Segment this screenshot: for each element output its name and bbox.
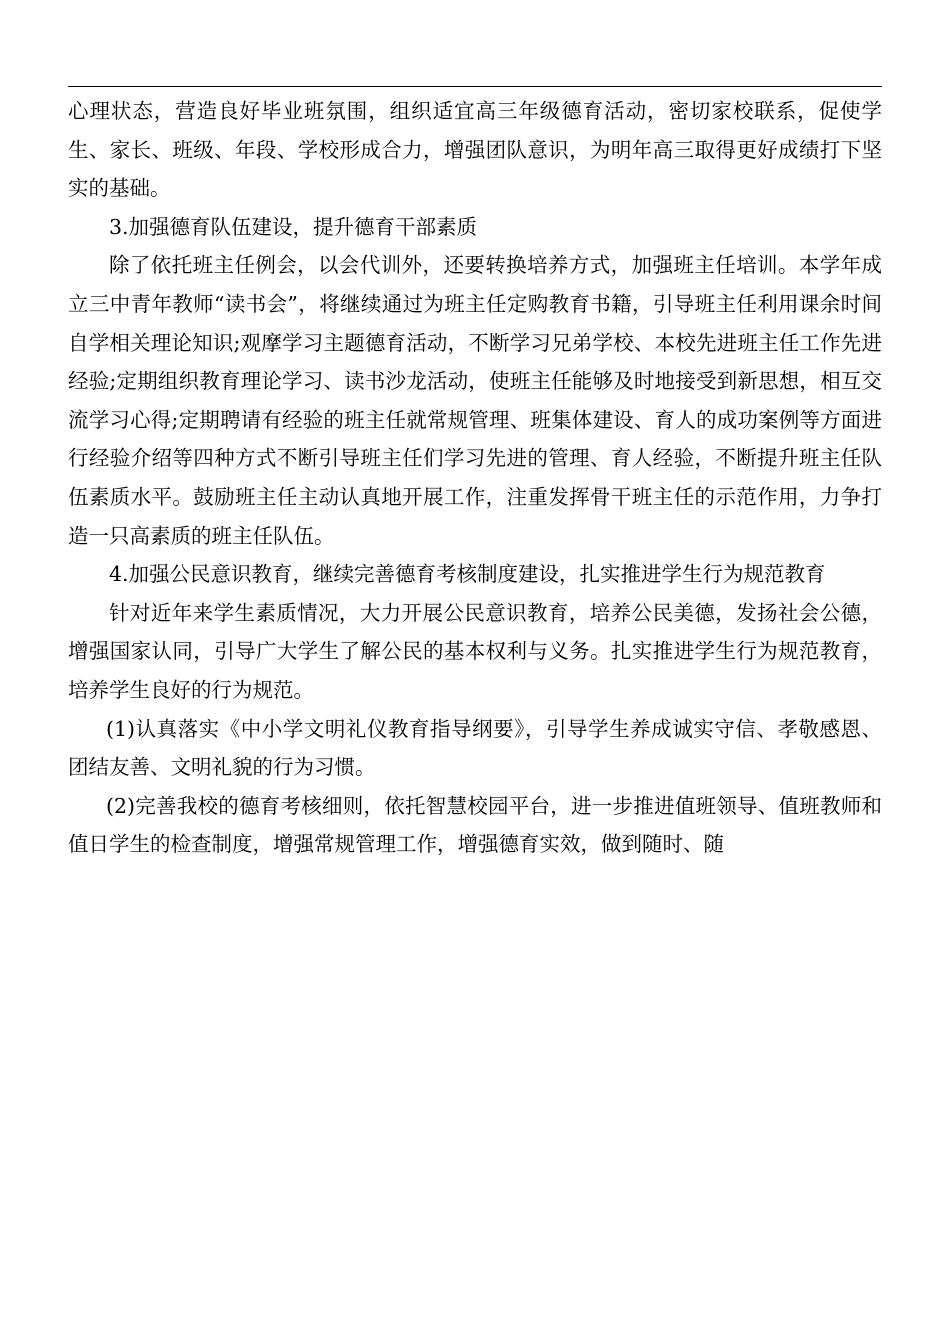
paragraph-citizenship-education: 针对近年来学生素质情况，大力开展公民意识教育，培养公民美德，发扬社会公德，增强国家认同，引导广大学生了解公民的基本权利与义务。扎实推进学生行为规范教育，培养学生良好的行为规范。 [68,600,882,702]
section-heading-3: 3.加强德育队伍建设，提升德育干部素质 [109,214,478,239]
document-body [68,92,882,864]
list-item-1: (1)认真落实《中小学文明礼仪教育指导纲要》，引导学生养成诚实守信、孝敬感恩、团结友善、文明礼貌的行为习惯。 [68,716,882,780]
section-heading-4: 4.加强公民意识教育，继续完善德育考核制度建设，扎实推进学生行为规范教育 [109,562,826,587]
paragraph-teacher-training: 除了依托班主任例会，以会代训外，还要转换培养方式，加强班主任培训。本学年成立三中青年教师“读书会”，将继续通过为班主任定购教育书籍，引导班主任利用课余时间自学相关理论知识;观摩学习主题德育活动，不断学习兄弟学校、本校先进班主任工作先进经验;定期组织教育理论学习、读书沙龙活动，使班主任能够及时地接受到新思想，相互交流学习心得;定期聘请有经验的班主任就常规管理、班集体建设、育人的成功案例等方面进行经验介绍等四种方式不断引导班主任们学习先进的管理、育人经验，不断提升班主任队伍素质水平。鼓励班主任主动认真地开展工作，注重发挥骨干班主任的示范作用，力争打造一只高素质的班主任队伍。 [68,253,882,548]
paragraph-continuation: 心理状态，营造良好毕业班氛围，组织适宜高三年级德育活动，密切家校联系，促使学生、家长、班级、年段、学校形成合力，增强团队意识，为明年高三取得更好成绩打下坚实的基础。 [68,99,882,201]
header-rule [68,86,882,87]
list-item-2: (2)完善我校的德育考核细则，依托智慧校园平台，进一步推进值班领导、值班教师和值日学生的检查制度，增强常规管理工作，增强德育实效，做到随时、随 [68,793,882,857]
